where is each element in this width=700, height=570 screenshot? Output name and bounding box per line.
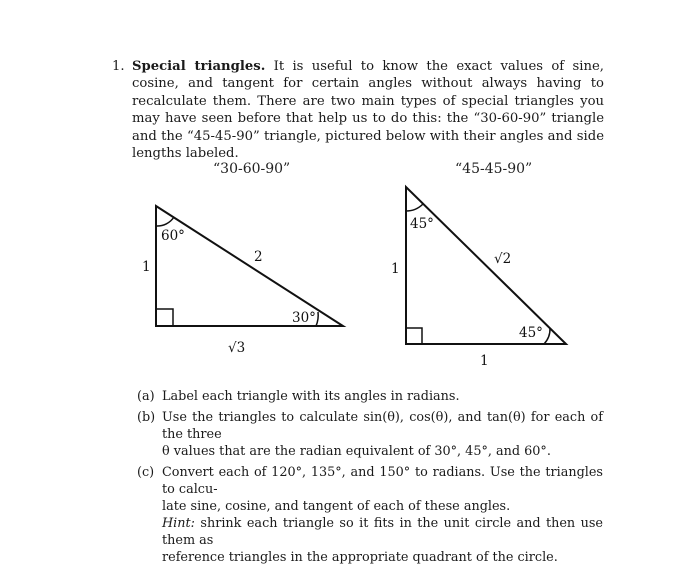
angle-arc-60 — [156, 217, 174, 226]
problem-title: Special triangles. — [132, 59, 266, 74]
problem-paragraph — [132, 58, 604, 162]
part-c-line3 — [162, 515, 603, 549]
angle-label-30: 30° — [292, 310, 316, 326]
part-a-tag: (a) — [137, 389, 155, 404]
angle-label-60: 60° — [161, 228, 185, 244]
side-label-hypotenuse: √2 — [494, 251, 512, 267]
problem-intro: It is useful to know the exact values of sine, cosine, and tangent for certain angles without always having to recalculate them. There are two main types of special triangles you may have seen before that help us to do this: the “30-60-90” triangle and the “45-45-90” triangle, pictured below with their angles and side lengths labeled. — [132, 59, 604, 162]
triangle-30-60-90-figure — [130, 195, 360, 365]
triangle-30-60-90-title: “30-60-90” — [213, 161, 291, 177]
part-c-tag: (c) — [137, 465, 155, 480]
triangle-45-45-90-figure — [388, 177, 578, 372]
side-label-bottom: √3 — [228, 340, 246, 356]
angle-arc-45-bottom — [544, 328, 550, 344]
problem-statement — [112, 58, 604, 162]
triangle-45-45-90-title: “45-45-90” — [455, 161, 533, 177]
triangle-30-60-90-shape — [156, 206, 343, 326]
side-label-left: 1 — [142, 259, 151, 275]
side-label-hypotenuse: 2 — [254, 249, 263, 265]
angle-arc-45-top — [406, 204, 423, 211]
part-a-text: Label each triangle with its angles in radians. — [162, 389, 460, 404]
angle-arc-30 — [316, 312, 318, 326]
part-c-line2: late sine, cosine, and tangent of each of these angles. — [162, 499, 511, 514]
side-label-left: 1 — [391, 261, 400, 277]
part-c-line1: Convert each of 120°, 135°, and 150° to radians. Use the triangles to calcu- — [162, 465, 603, 497]
sub-questions — [137, 388, 603, 570]
triangle-45-45-90-shape — [406, 187, 566, 344]
part-a — [137, 388, 603, 405]
part-b — [137, 409, 603, 460]
part-b-line1: Use the triangles to calculate sin(θ), cos(θ), and tan(θ) for each of the three — [162, 410, 603, 442]
part-b-tag: (b) — [137, 410, 156, 425]
hint-label: Hint: — [162, 516, 195, 531]
part-c-line4: reference triangles in the appropriate quadrant of the circle. — [162, 550, 558, 565]
part-b-line2: θ values that are the radian equivalent of 30°, 45°, and 60°. — [162, 444, 551, 459]
side-label-bottom: 1 — [480, 353, 489, 369]
right-angle-marker — [406, 328, 422, 344]
angle-label-45-top: 45° — [410, 216, 434, 232]
problem-number: 1. — [112, 59, 125, 74]
angle-label-45-bottom: 45° — [519, 325, 543, 341]
right-angle-marker — [156, 309, 173, 326]
part-c — [137, 464, 603, 566]
part-c-line3-text: shrink each triangle so it fits in the unit circle and then use them as — [162, 516, 604, 548]
